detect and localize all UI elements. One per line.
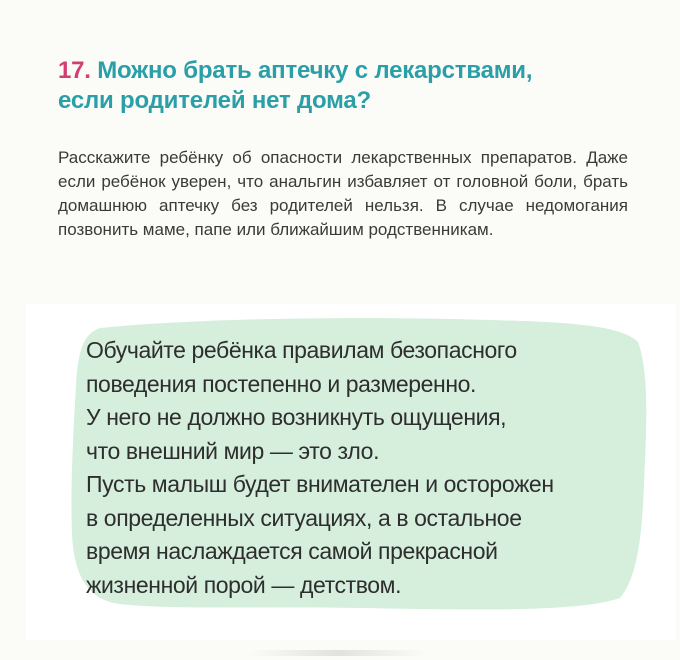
answer-paragraph: Расскажите ребёнку об опасности лекарственных препаратов. Даже если ребёнок уверен, что анальгин избавляет от головной боли, брать домашнюю аптечку без родителей нельзя. В случае недомогания позвонить маме, папе или ближайшим родственникам. (58, 148, 628, 239)
question-heading (58, 56, 638, 116)
callout-line: поведения постепенно и размеренно. (86, 370, 477, 397)
callout-line: что внешний мир — это зло. (86, 437, 380, 464)
callout-line: Пусть малыш будет внимателен и осторожен (86, 471, 554, 497)
faint-footer-mark (248, 650, 428, 656)
question-title-line-2: если родителей нет дома? (58, 87, 372, 114)
callout-line: в определенных ситуациях, а в остальное (86, 504, 522, 531)
callout-line: У него не должно возникнуть ощущения, (86, 404, 507, 430)
callout-line: Обучайте ребёнка правилам безопасного (86, 337, 517, 363)
callout-text (86, 334, 646, 602)
question-number: 17. (58, 57, 91, 84)
question-title-line-1: Можно брать аптечку с лекарствами, (97, 57, 533, 84)
callout-line: жизненной порой — детством. (86, 571, 402, 598)
callout-line: время наслаждается самой прекрасной (86, 538, 498, 564)
callout-panel (26, 304, 676, 640)
